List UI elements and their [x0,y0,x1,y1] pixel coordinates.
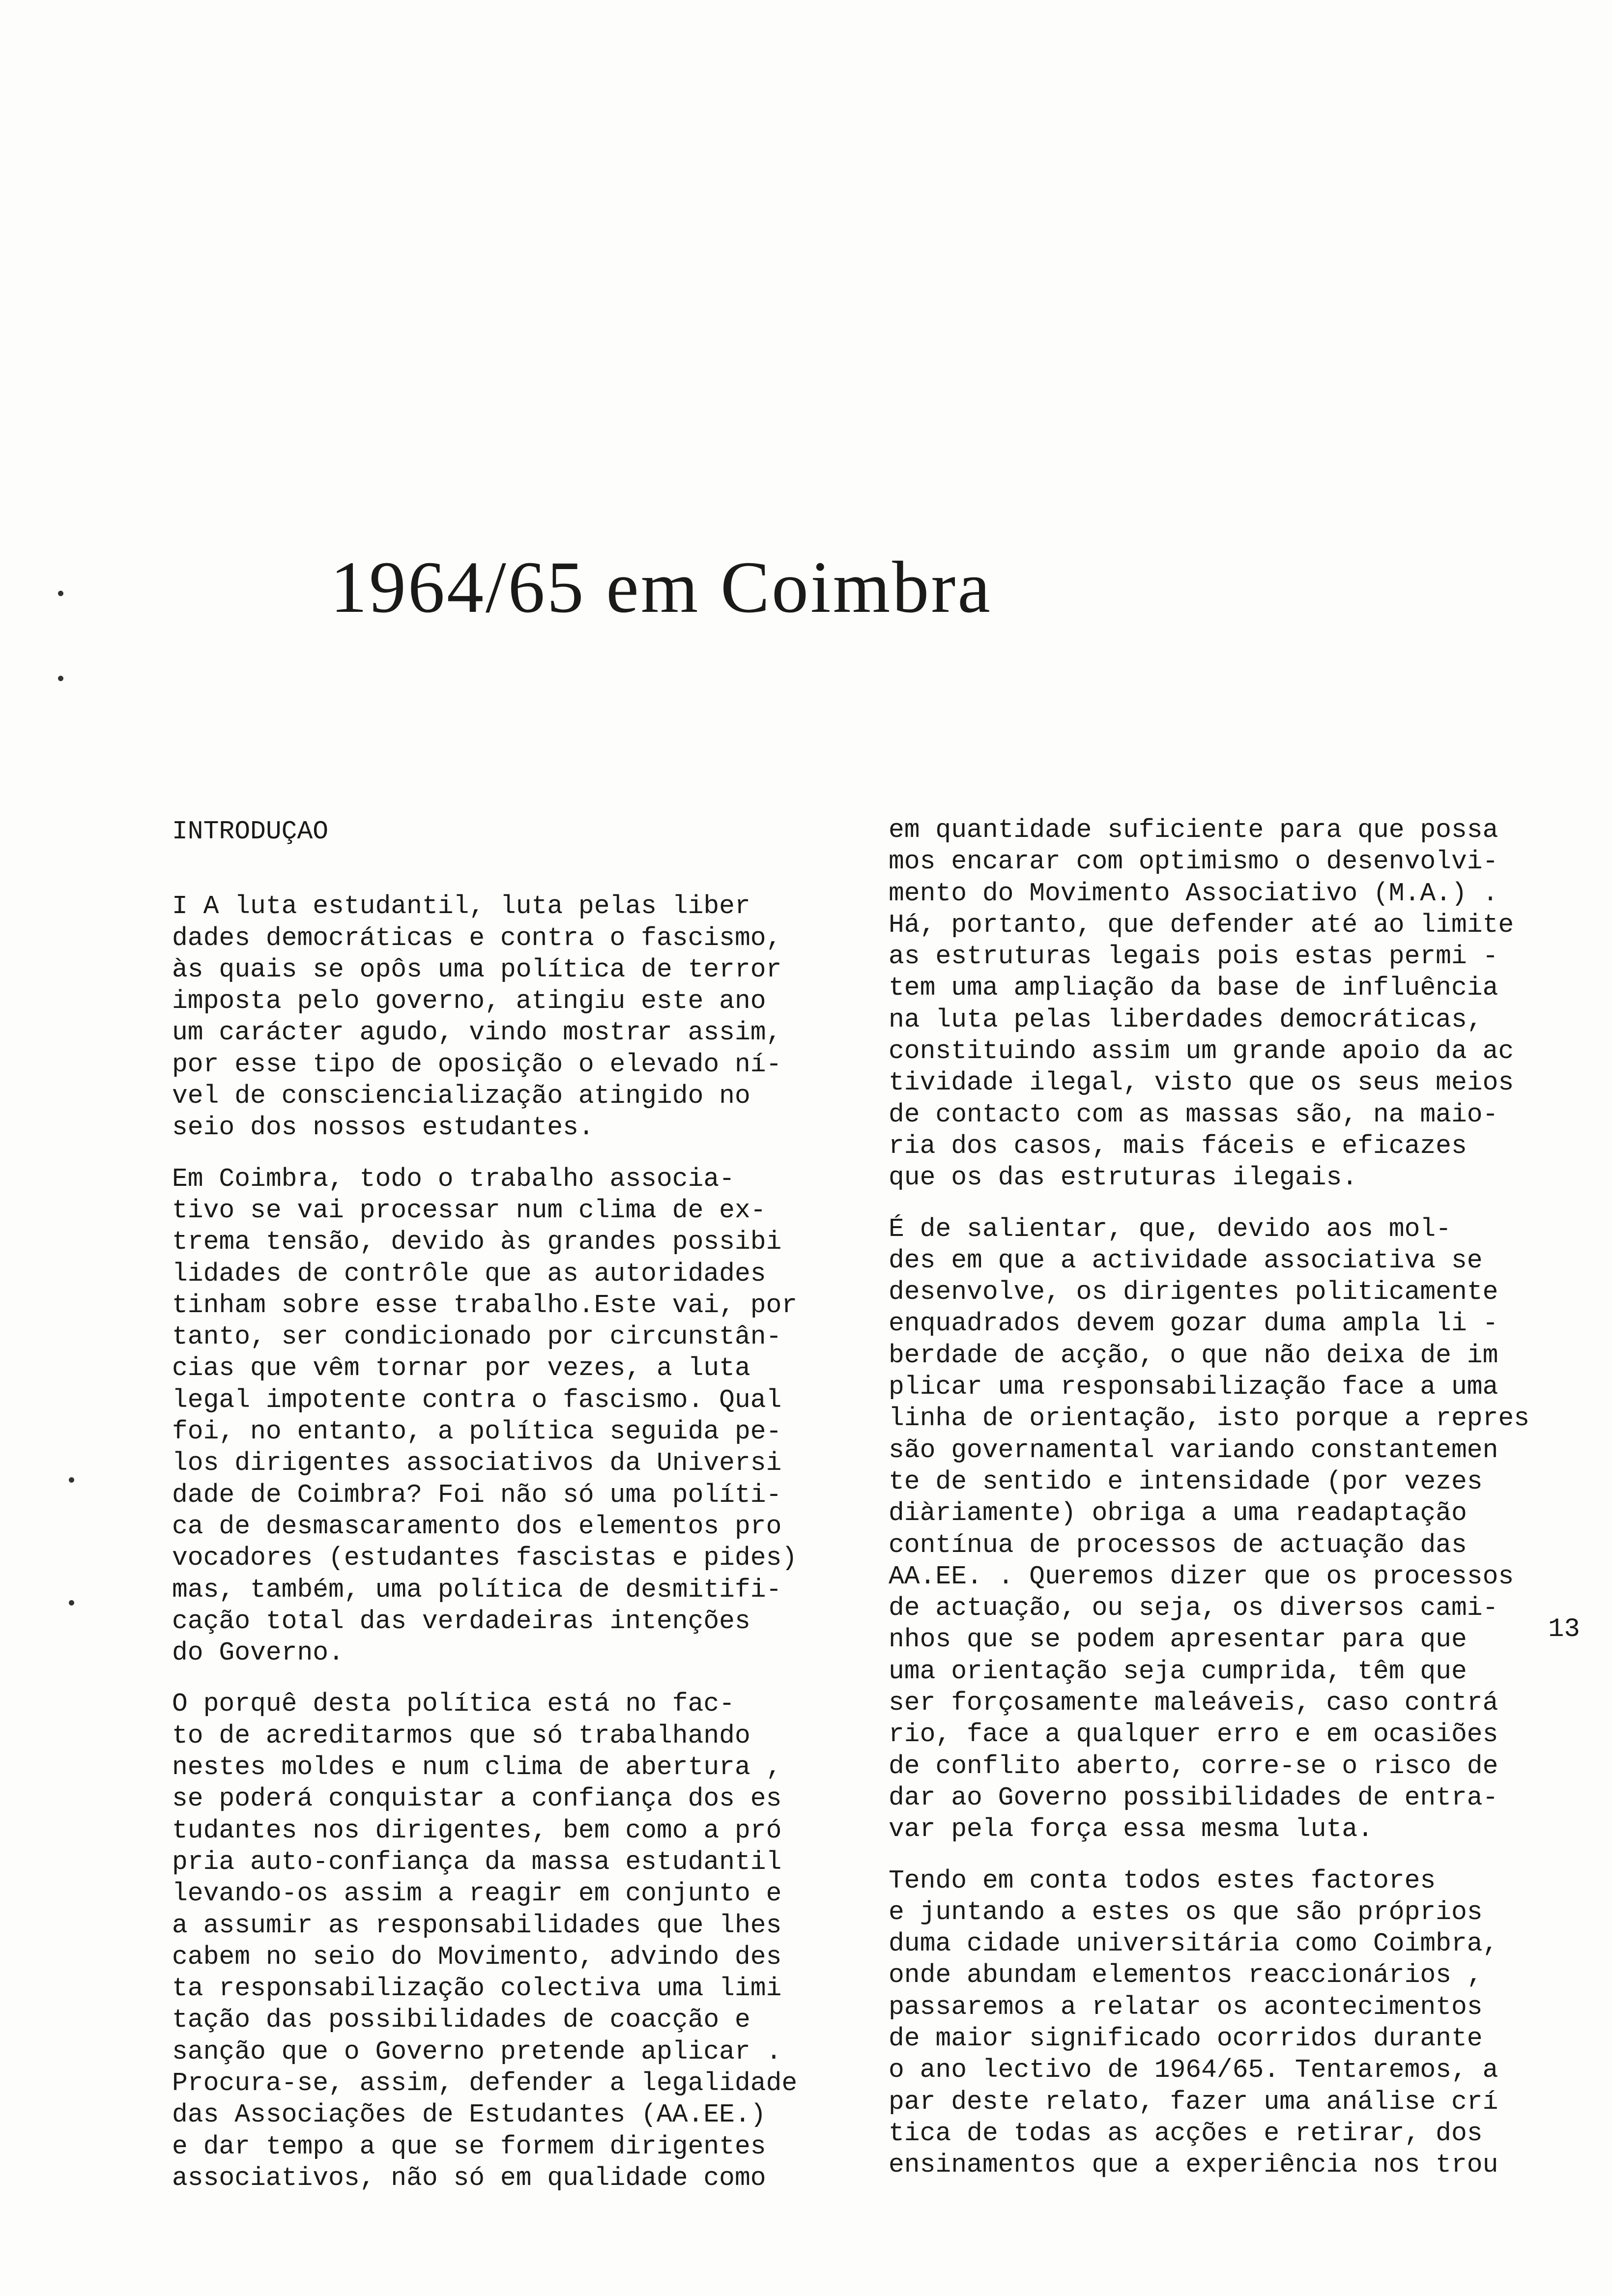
paragraph: É de salientar, que, devido aos mol- des em que a actividade associativa se desenvolve, os dirigentes politicamente enquadrados devem gozar duma ampla li - berdade de acção, o que não deixa de im plicar uma responsabilização face a uma linha de orientação, isto porque a repres são governamental variando constantemen te de sentido e intensidade (por vezes diàriamente) obriga a uma readaptação contínua de processos de actuação das AA.EE. . Queremos dizer que os processos de actuação, ou seja, os diversos cami- nhos que se podem apresentar para que uma orientação seja cumprida, têm que ser forçosamente maleáveis, caso contrá rio, face a qualquer erro e em ocasiões de conflito aberto, corre-se o risco de dar ao Governo possibilidades de entra- var pela força essa mesma luta. [889,1214,1530,1844]
margin-speck [69,1477,74,1483]
paragraph: Tendo em conta todos estes factores e juntando a estes os que são próprios duma cidade universitária como Coimbra, onde abundam elementos reaccionários , passaremos a relatar os acontecimentos de maior significado ocorridos durante o ano lectivo de 1964/65. Tentaremos, a par deste relato, fazer uma análise crí tica de todas as acções e retirar, dos ensinamentos que a experiência nos trou [889,1866,1498,2180]
paragraph: em quantidade suficiente para que possa mos encarar com optimismo o desenvolvi- mento do Movimento Associativo (M.A.) . Há, portanto, que defender até ao limite as estruturas legais pois estas permi - tem uma ampliação da base de influência na luta pelas liberdades democráticas, constituindo assim um grande apoio da ac tividade ilegal, visto que os seus meios de contacto com as massas são, na maio- ria dos casos, mais fáceis e eficazes que os das estruturas ilegais. [889,815,1514,1193]
paragraph: Em Coimbra, todo o trabalho associa- tivo se vai processar num clima de ex- trema tensão, devido às grandes possibi lidades de contrôle que as autoridades tinham sobre esse trabalho.Este vai, por tanto, ser condicionado por circunstân- cias que vêm tornar por vezes, a luta legal impotente contra o fascismo. Qual foi, no entanto, a política seguida pe- los dirigentes associativos da Universi dade de Coimbra? Foi não só uma políti- ca de desmascaramento dos elementos pro vocadores (estudantes fascistas e pides) mas, também, uma política de desmitifi- cação total das verdadeiras intenções do Governo. [172,1164,798,1668]
margin-speck [69,1600,74,1606]
margin-speck [58,591,63,596]
margin-speck [58,676,63,681]
page-title: 1964/65 em Coimbra [330,546,992,628]
page-number: 13 [1548,1614,1580,1644]
paragraph: O porquê desta política está no fac- to de acreditarmos que só trabalhando nestes moldes e num clima de abertura , se poderá conquistar a confiança dos es tudantes nos dirigentes, bem como a pró pria auto-confiança da massa estudantil levando-os assim a reagir em conjunto e a assumir as responsabilidades que lhes cabem no seio do Movimento, advindo des ta responsabilização colectiva uma limi tação das possibilidades de coacção e sanção que o Governo pretende aplicar . Procura-se, assim, defender a legalidade das Associações de Estudantes (AA.EE.) e dar tempo a que se formem dirigentes associativos, não só em qualidade como [172,1689,798,2193]
right-column [889,814,1537,2200]
paragraph: I A luta estudantil, luta pelas liber dades democráticas e contra o fascismo, às quais se opôs uma política de terror imposta pelo governo, atingiu este ano um carácter agudo, vindo mostrar assim, por esse tipo de oposição o elevado ní- vel de consciencialização atingido no seio dos nossos estudantes. [172,891,782,1143]
left-column [172,816,826,2213]
section-heading: INTRODUÇAO [172,817,329,846]
